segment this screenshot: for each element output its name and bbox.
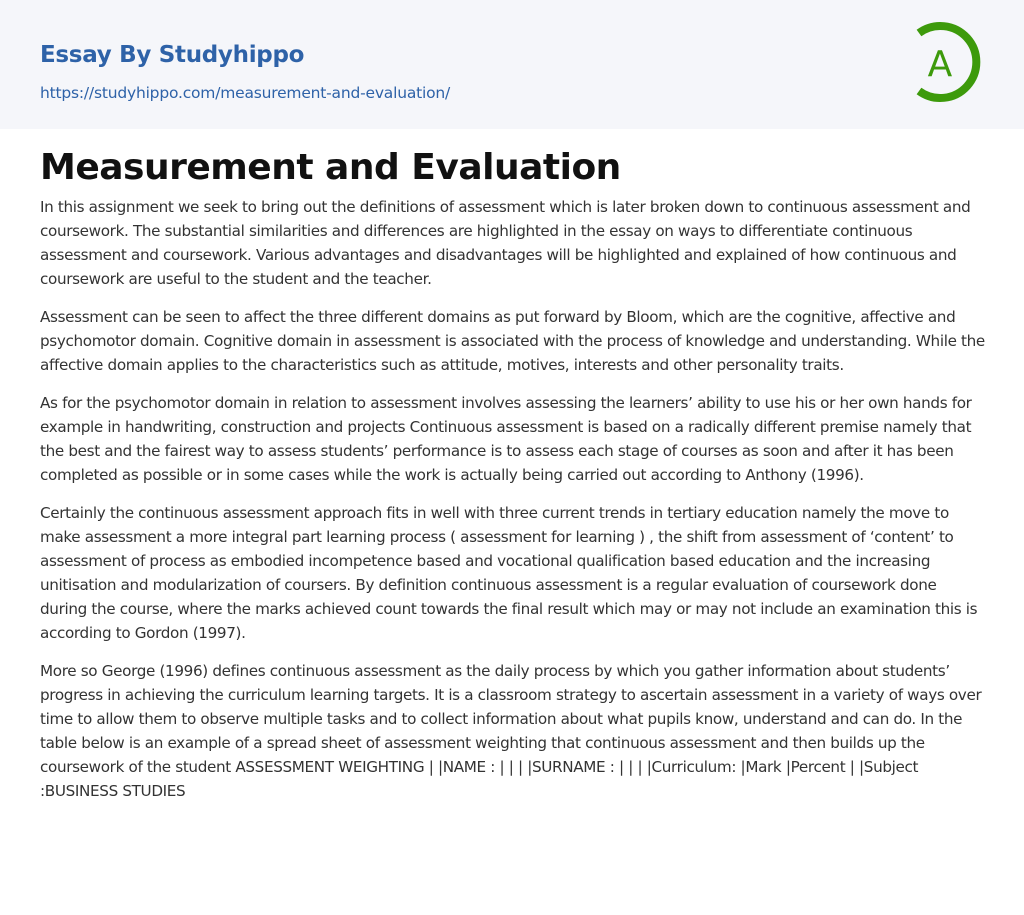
studyhippo-logo-icon[interactable] [912,19,986,105]
essay-body [40,195,986,817]
logo-letter: A [927,44,953,85]
brand-title[interactable]: Essay By Studyhippo [40,42,305,68]
page-title: Measurement and Evaluation [40,147,621,188]
paragraph: Assessment can be seen to affect the three different domains as put forward by Bloom, which are the cognitive, affective and psychomotor domain. Cognitive domain in assessment is associated with the process of knowledge and understanding. While the affective domain applies to the characteristics such as attitude, motives, interests and other personality traits. [40,308,985,374]
paragraph: As for the psychomotor domain in relation to assessment involves assessing the learners’ ability to use his or her own hands for example in handwriting, construction and projects Continuous assessment is based on a radically different premise namely that the best and the fairest way to assess students’ performance is to assess each stage of courses as soon and after it has been completed as possible or in some cases while the work is actually being carried out according to Anthony (1996). [40,394,972,484]
paragraph: Certainly the continuous assessment approach fits in well with three current trends in tertiary education namely the move to make assessment a more integral part learning process ( assessment for learning ) , the shift from assessment of ‘content’ to assessment of process as embodied incompetence based and vocational qualification based education and the increasing unitisation and modularization of coursers. By definition continuous assessment is a regular evaluation of coursework done during the course, where the marks achieved count towards the final result which may or may not include an examination this is according to Gordon (1997). [40,504,978,642]
essay-url-link[interactable]: https://studyhippo.com/measurement-and-evaluation/ [40,84,451,102]
paragraph: More so George (1996) defines continuous assessment as the daily process by which you gather information about students’ progress in achieving the curriculum learning targets. It is a classroom strategy to ascertain assessment in a variety of ways over time to allow them to observe multiple tasks and to collect information about what pupils know, understand and can do. In the table below is an example of a spread sheet of assessment weighting that continuous assessment and then builds up the coursework of the student ASSESSMENT WEIGHTING | |NAME : | | | |SURNAME : | | | |Curriculum: |Mark |Percent | |Subject :BUSINESS STUDIES [40,662,982,800]
paragraph: In this assignment we seek to bring out the definitions of assessment which is later broken down to continuous assessment and coursework. The substantial similarities and differences are highlighted in the essay on ways to differentiate continuous assessment and coursework. Various advantages and disadvantages will be highlighted and explained of how continuous and coursework are useful to the student and the teacher. [40,198,971,288]
